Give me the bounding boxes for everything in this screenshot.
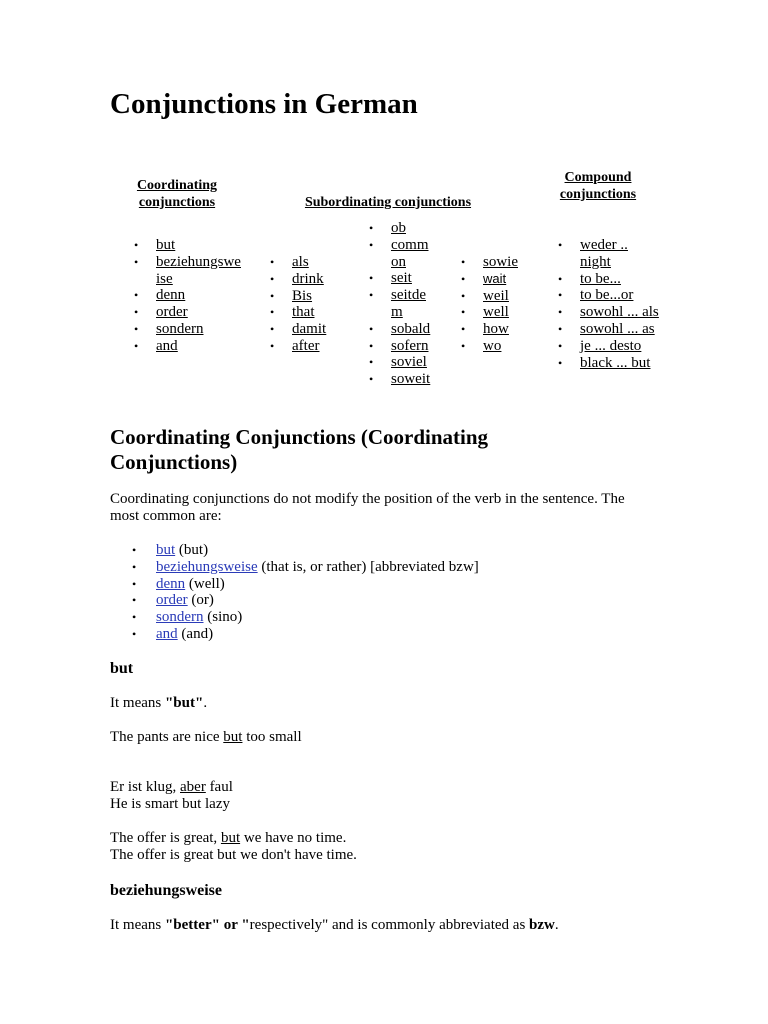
list-item[interactable]: • Bis xyxy=(268,288,326,305)
list-item[interactable]: • beziehungswe ise xyxy=(132,254,241,288)
compound-header: Compound conjunctions xyxy=(559,170,637,202)
but-example-3: The offer is great, but we have no time. The offer is great but we don't have time. xyxy=(110,830,357,863)
list-item[interactable]: • soweit xyxy=(367,371,430,388)
coordinating-link-list xyxy=(110,542,479,643)
list-item[interactable]: • to be...or xyxy=(556,287,659,304)
list-item[interactable]: • and xyxy=(132,338,241,355)
list-item[interactable]: • how xyxy=(459,321,518,338)
conjunctions-table xyxy=(110,0,670,400)
list-item[interactable]: • drink xyxy=(268,271,326,288)
link-but[interactable]: but xyxy=(156,542,176,558)
link-beziehungsweise[interactable]: beziehungsweise xyxy=(156,558,258,575)
link-and[interactable]: and xyxy=(156,625,178,642)
list-item[interactable]: • well xyxy=(459,304,518,321)
compound-list xyxy=(556,237,659,371)
but-example-2: Er ist klug, aber faul He is smart but lazy xyxy=(110,779,233,812)
list-item[interactable]: • sobald xyxy=(367,321,430,338)
beziehungsweise-meaning: It means "better" or "respectively" and is commonly abbreviated as bzw. xyxy=(110,917,559,933)
list-item: • sondern (sino) xyxy=(110,609,479,626)
list-item[interactable]: • after xyxy=(268,338,326,355)
list-item[interactable]: • je ... desto xyxy=(556,338,659,355)
section-heading-coordinating: Coordinating Conjunctions (Coordinating Conjunctions) xyxy=(110,425,489,474)
coordinating-header: Coordinating conjunctions xyxy=(136,178,218,210)
list-item: • beziehungsweise (that is, or rather) [abbreviated bzw] xyxy=(110,559,479,576)
list-item[interactable]: • seitde m xyxy=(367,287,430,321)
subordinating-list-2 xyxy=(367,220,430,388)
subheading-beziehungsweise: beziehungsweise xyxy=(110,882,222,899)
subordinating-list-1 xyxy=(268,254,326,355)
list-item[interactable]: • sondern xyxy=(132,321,241,338)
list-item[interactable]: • als xyxy=(268,254,326,271)
subordinating-header: Subordinating conjunctions xyxy=(304,195,472,210)
list-item[interactable]: • seit xyxy=(367,270,430,287)
link-order[interactable]: order xyxy=(156,592,188,609)
coordinating-intro: Coordinating conjunctions do not modify the position of the verb in the sentence. The most common are: xyxy=(110,491,625,524)
list-item[interactable]: • black ... but xyxy=(556,355,659,372)
list-item: • denn (well) xyxy=(110,576,479,593)
but-example-1: The pants are nice but too small xyxy=(110,729,302,745)
list-item: • but (but) xyxy=(110,542,479,559)
list-item: • and (and) xyxy=(110,626,479,643)
subordinating-list-3 xyxy=(459,254,518,355)
list-item[interactable]: • ob xyxy=(367,220,430,237)
list-item: • order (or) xyxy=(110,592,479,609)
list-item[interactable]: • but xyxy=(132,237,241,254)
list-item[interactable]: • soviel xyxy=(367,354,430,371)
list-item[interactable]: • denn xyxy=(132,287,241,304)
list-item[interactable]: • sowohl ... as xyxy=(556,321,659,338)
list-item[interactable]: • damit xyxy=(268,321,326,338)
list-item[interactable]: • wo xyxy=(459,338,518,355)
list-item[interactable]: • sowie xyxy=(459,254,518,271)
subheading-but: but xyxy=(110,660,134,677)
list-item[interactable]: • weil xyxy=(459,288,518,305)
link-denn[interactable]: denn xyxy=(156,575,186,592)
list-item[interactable]: • wait xyxy=(459,271,518,288)
list-item[interactable]: • sowohl ... als xyxy=(556,304,659,321)
list-item[interactable]: • sofern xyxy=(367,338,430,355)
list-item[interactable]: • that xyxy=(268,304,326,321)
list-item[interactable]: • to be... xyxy=(556,271,659,288)
page-title: Conjunctions in German xyxy=(110,88,418,120)
but-meaning: It means "but". xyxy=(110,695,208,711)
coordinating-list xyxy=(132,237,241,355)
list-item[interactable]: • order xyxy=(132,304,241,321)
list-item[interactable]: • weder .. night xyxy=(556,237,659,271)
list-item[interactable]: • comm on xyxy=(367,237,430,271)
link-sondern[interactable]: sondern xyxy=(156,609,204,626)
